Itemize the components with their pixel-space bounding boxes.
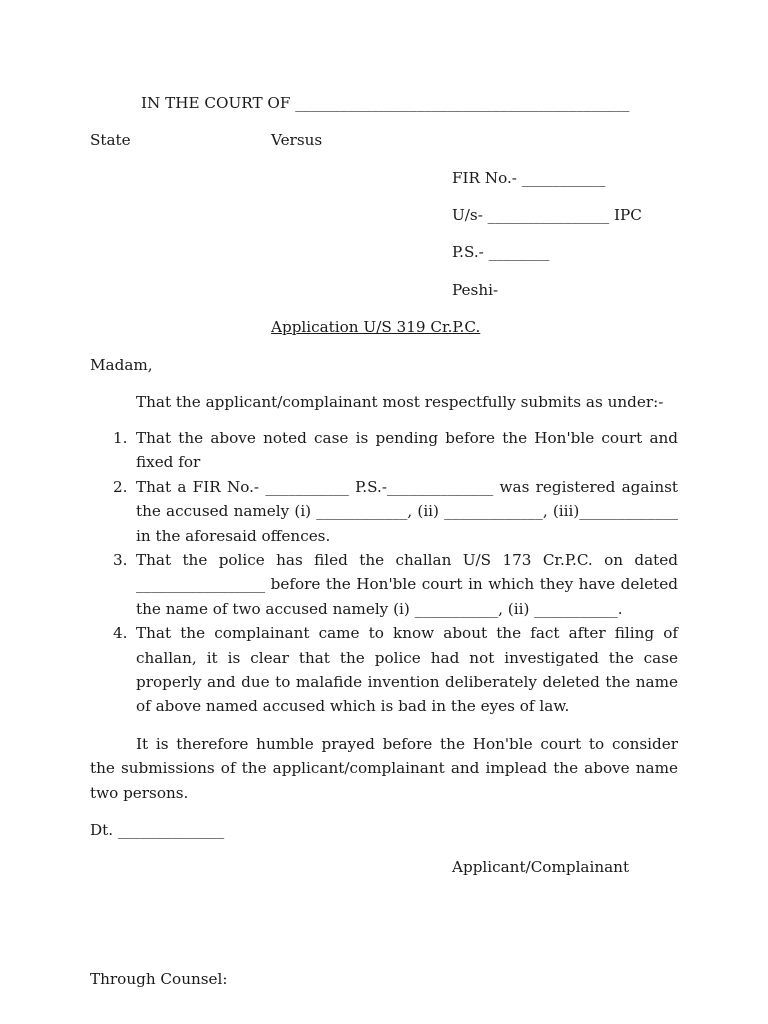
list-number: 3. xyxy=(113,551,128,570)
police-station: P.S.- ________ xyxy=(452,243,550,261)
application-title: Application U/S 319 Cr.P.C. xyxy=(271,318,481,336)
list-item-text: That a FIR No.- ___________ P.S.-______________ was registered against the accused namely (i) ____________, (ii) _____________, (iii)_____________ in the aforesaid offences. xyxy=(136,477,678,545)
date-line: Dt. ______________ xyxy=(90,821,225,839)
list-item xyxy=(90,475,678,548)
list-item xyxy=(90,426,678,475)
court-heading: IN THE COURT OF ____________________________________________ xyxy=(141,94,630,112)
submission-list xyxy=(90,426,678,719)
under-section: U/s- ________________ IPC xyxy=(452,206,642,224)
party-state: State xyxy=(90,131,131,149)
signatory-label: Applicant/Complainant xyxy=(452,858,630,876)
prayer-paragraph: It is therefore humble prayed before the Hon'ble court to consider the submissions of the applicant/complainant and implead the above name two persons. xyxy=(90,735,678,802)
list-number: 4. xyxy=(113,624,128,643)
intro-paragraph: That the applicant/complainant most respectfully submits as under:- xyxy=(136,393,664,411)
list-item-text: That the above noted case is pending before the Hon'ble court and fixed for xyxy=(136,429,678,472)
fir-number: FIR No.- ___________ xyxy=(452,169,606,187)
through-counsel: Through Counsel: xyxy=(90,970,228,988)
list-number: 2. xyxy=(113,477,128,496)
list-item xyxy=(90,548,678,621)
salutation: Madam, xyxy=(90,356,153,374)
list-item-text: That the complainant came to know about the fact after filing of challan, it is clear that the police had not investigated the case properly and due to malafide invention deliberately deleted the name of above named accused which is bad in the eyes of law. xyxy=(136,624,678,716)
list-item-text: That the police has filed the challan U/S 173 Cr.P.C. on dated _________________ before the Hon'ble court in which they have deleted the name of two accused namely (i) ___________, (ii) ___________. xyxy=(136,551,678,618)
list-item xyxy=(90,621,678,719)
versus-label: Versus xyxy=(271,131,323,149)
peshi-label: Peshi- xyxy=(452,281,499,299)
list-number: 1. xyxy=(113,429,128,447)
